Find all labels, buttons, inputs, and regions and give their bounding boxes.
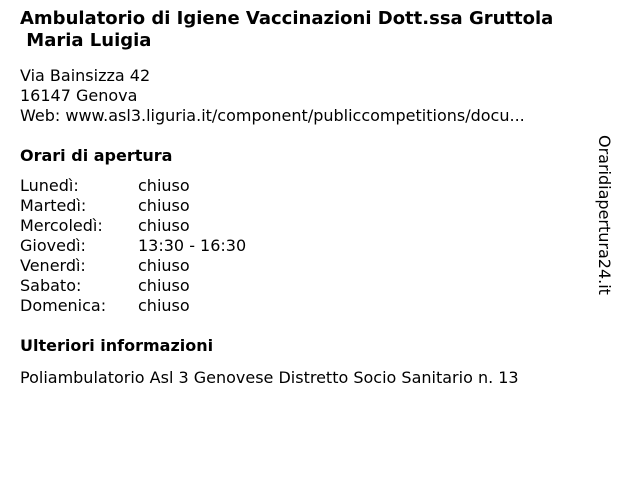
hours-time: chiuso <box>138 216 190 235</box>
hours-day: Sabato: <box>20 276 82 295</box>
hours-time: chiuso <box>138 296 190 315</box>
hours-table <box>20 176 610 316</box>
info-text: Poliambulatorio Asl 3 Genovese Distretto Socio Sanitario n. 13 <box>20 368 519 387</box>
hours-row-sunday <box>20 296 610 316</box>
title-line-1: Ambulatorio di Igiene Vaccinazioni Dott.ssa Gruttola <box>20 8 554 29</box>
hours-day: Giovedì: <box>20 236 86 255</box>
page-title <box>20 8 610 52</box>
city-postal: 16147 Genova <box>20 86 138 105</box>
hours-day: Mercoledì: <box>20 216 103 235</box>
hours-row-tuesday <box>20 196 610 216</box>
hours-day: Martedì: <box>20 196 87 215</box>
hours-day: Venerdì: <box>20 256 86 275</box>
address-block <box>20 66 610 126</box>
web-link[interactable]: Web: www.asl3.liguria.it/component/publiccompetitions/docu... <box>20 106 525 125</box>
hours-day: Lunedì: <box>20 176 79 195</box>
title-line-2: Maria Luigia <box>20 30 152 51</box>
hours-row-monday <box>20 176 610 196</box>
hours-row-wednesday <box>20 216 610 236</box>
site-brand-vertical: Oraridiapertura24.it <box>595 135 614 295</box>
info-heading: Ulteriori informazioni <box>20 336 214 355</box>
street-address: Via Bainsizza 42 <box>20 66 151 85</box>
business-card <box>20 8 610 388</box>
hours-row-thursday <box>20 236 610 256</box>
hours-row-friday <box>20 256 610 276</box>
hours-time: chiuso <box>138 196 190 215</box>
hours-row-saturday <box>20 276 610 296</box>
hours-day: Domenica: <box>20 296 107 315</box>
hours-time: chiuso <box>138 176 190 195</box>
hours-heading: Orari di apertura <box>20 146 173 165</box>
hours-time: 13:30 - 16:30 <box>138 236 247 255</box>
hours-time: chiuso <box>138 276 190 295</box>
hours-time: chiuso <box>138 256 190 275</box>
